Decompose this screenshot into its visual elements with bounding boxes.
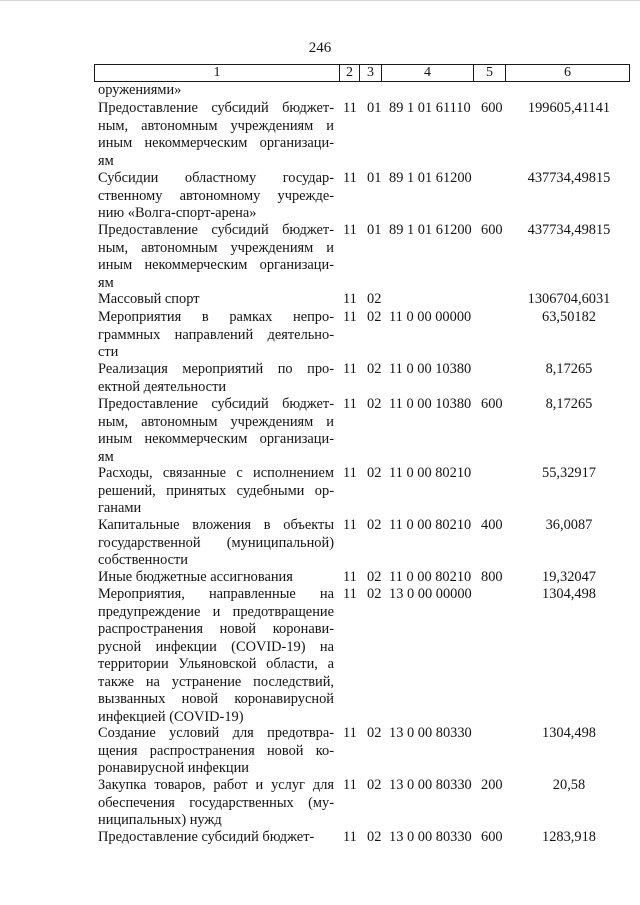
subsection-code: 02 [367, 309, 382, 325]
description-line: сти [98, 344, 119, 360]
amount: 1306704,6031 [527, 291, 611, 307]
target-article-code: 11 0 00 80210 [389, 569, 472, 585]
description-line: Реализация мероприятий по про- [98, 361, 334, 377]
description-line: нию «Волга-спорт-арена» [98, 205, 257, 221]
header-col-1: 1 [95, 65, 340, 81]
description-line: ектной деятельности [98, 378, 227, 395]
target-article-code: 13 0 00 80330 [389, 777, 472, 793]
section-code: 11 [343, 291, 357, 307]
target-article-code: 11 0 00 80210 [389, 517, 472, 533]
row-description [98, 361, 334, 396]
row-description [98, 100, 334, 170]
description-line: Создание условий для предотвра- [98, 725, 334, 741]
row-description [98, 586, 334, 726]
expense-type-code: 600 [481, 829, 503, 845]
target-article-code: 11 0 00 00000 [389, 309, 472, 325]
target-article-code: 11 0 00 10380 [389, 396, 472, 412]
target-article-code: 89 1 01 61200 [389, 170, 472, 186]
amount: 1283,918 [542, 829, 596, 845]
description-line: ям [98, 448, 114, 465]
amount: 437734,49815 [527, 222, 611, 238]
description-line: Закупка товаров, работ и услуг для [98, 777, 334, 793]
description-line: русной инфекции (COVID-19) на [98, 638, 334, 655]
description-line: территории Ульяновской области, а [98, 656, 334, 672]
amount: 8,17265 [545, 361, 593, 377]
description-line: вызванных новой коронавирусной [98, 691, 334, 707]
description-line: граммных направлений деятельно- [98, 326, 334, 343]
section-code: 11 [343, 465, 357, 481]
section-code: 11 [343, 586, 357, 602]
subsection-code: 02 [367, 569, 382, 585]
amount: 63,50182 [542, 309, 596, 325]
description-line: Предоставление субсидий бюджет- [98, 396, 334, 412]
row-description [98, 222, 334, 292]
description-line: ным, автономным учреждениям и [98, 117, 334, 134]
row-description [98, 829, 334, 847]
amount: 437734,49815 [527, 170, 611, 186]
row-description [98, 777, 334, 830]
expense-type-code: 800 [481, 569, 503, 585]
subsection-code: 02 [367, 725, 382, 741]
description-line: Субсидии областному государ- [98, 170, 334, 186]
section-code: 11 [343, 725, 357, 741]
description-line: предупреждение и предотвращение [98, 603, 334, 620]
subsection-code: 02 [367, 517, 382, 533]
description-line: ным, автономным учреждениям и [98, 413, 334, 430]
description-line: Капитальные вложения в объекты [98, 517, 334, 533]
description-line: обеспечения государственных (му- [98, 794, 334, 811]
amount: 19,32047 [542, 569, 596, 585]
row-description [98, 309, 334, 362]
description-line: ганами [98, 500, 142, 516]
row-description [98, 170, 334, 223]
subsection-code: 02 [367, 396, 382, 412]
description-line: Предоставление субсидий бюджет- [98, 222, 334, 238]
expense-type-code: 200 [481, 777, 503, 793]
header-col-4: 4 [382, 65, 474, 81]
description-line: иным некоммерческим организаци- [98, 257, 334, 273]
description-line: государственной (муниципальной) [98, 534, 334, 551]
description-line: ственному автономному учрежде- [98, 187, 334, 204]
subsection-code: 02 [367, 829, 382, 845]
amount: 199605,41141 [527, 100, 611, 116]
subsection-code: 01 [367, 222, 382, 238]
description-line: иным некоммерческим организаци- [98, 431, 334, 447]
continued-text-fragment: оружениями» [98, 82, 182, 98]
amount: 1304,498 [542, 586, 596, 602]
expense-type-code: 600 [481, 396, 503, 412]
section-code: 11 [343, 361, 357, 377]
description-line: Предоставление субсидий бюджет- [98, 829, 315, 845]
target-article-code: 13 0 00 80330 [389, 829, 472, 845]
description-line: ронавирусной инфекции [98, 760, 249, 776]
amount: 20,58 [552, 777, 586, 793]
row-description [98, 396, 334, 466]
section-code: 11 [343, 517, 357, 533]
subsection-code: 02 [367, 777, 382, 793]
description-line: ным, автономным учреждениям и [98, 239, 334, 256]
header-col-2: 2 [340, 65, 360, 81]
description-line: Иные бюджетные ассигнования [98, 569, 293, 585]
description-line: Предоставление субсидий бюджет- [98, 100, 334, 116]
description-line: инфекцией (COVID-19) [98, 708, 244, 725]
description-line: также на устранение последствий, [98, 673, 334, 690]
subsection-code: 02 [367, 465, 382, 481]
description-line: распространения новой коронави- [98, 621, 334, 637]
header-col-5: 5 [474, 65, 506, 81]
section-code: 11 [343, 222, 357, 238]
description-line: Расходы, связанные с исполнением [98, 465, 334, 481]
row-description [98, 291, 334, 309]
row-description [98, 725, 334, 778]
page-number: 246 [308, 40, 332, 56]
expense-type-code: 600 [481, 100, 503, 116]
target-article-code: 13 0 00 00000 [389, 586, 472, 602]
row-description [98, 569, 334, 587]
section-code: 11 [343, 170, 357, 186]
description-line: щения распространения новой ко- [98, 742, 334, 759]
amount: 55,32917 [542, 465, 596, 481]
subsection-code: 01 [367, 100, 382, 116]
amount: 8,17265 [545, 396, 593, 412]
row-description [98, 465, 334, 518]
target-article-code: 89 1 01 61200 [389, 222, 472, 238]
expense-type-code: 400 [481, 517, 503, 533]
section-code: 11 [343, 569, 357, 585]
scan-artifact-top [0, 0, 640, 1]
header-col-3: 3 [360, 65, 382, 81]
description-line: Мероприятия, направленные на [98, 586, 334, 602]
table-header [94, 64, 630, 82]
subsection-code: 02 [367, 586, 382, 602]
description-line: ям [98, 152, 114, 169]
description-line: собственности [98, 552, 189, 568]
target-article-code: 89 1 01 61110 [389, 100, 471, 116]
description-line: Мероприятия в рамках непро- [98, 309, 334, 325]
section-code: 11 [343, 777, 357, 793]
target-article-code: 11 0 00 10380 [389, 361, 472, 377]
target-article-code: 11 0 00 80210 [389, 465, 472, 481]
subsection-code: 02 [367, 291, 382, 307]
subsection-code: 01 [367, 170, 382, 186]
description-line: иным некоммерческим организаци- [98, 135, 334, 151]
section-code: 11 [343, 309, 357, 325]
description-line: ниципальных) нужд [98, 812, 222, 828]
amount: 36,0087 [545, 517, 593, 533]
description-line: решений, принятых судебными ор- [98, 482, 334, 499]
section-code: 11 [343, 396, 357, 412]
description-line: Массовый спорт [98, 291, 200, 307]
amount: 1304,498 [542, 725, 596, 741]
target-article-code: 13 0 00 80330 [389, 725, 472, 741]
description-line: ям [98, 274, 114, 291]
section-code: 11 [343, 100, 357, 116]
header-col-6: 6 [564, 65, 571, 80]
row-description [98, 517, 334, 570]
subsection-code: 02 [367, 361, 382, 377]
section-code: 11 [343, 829, 357, 845]
expense-type-code: 600 [481, 222, 503, 238]
